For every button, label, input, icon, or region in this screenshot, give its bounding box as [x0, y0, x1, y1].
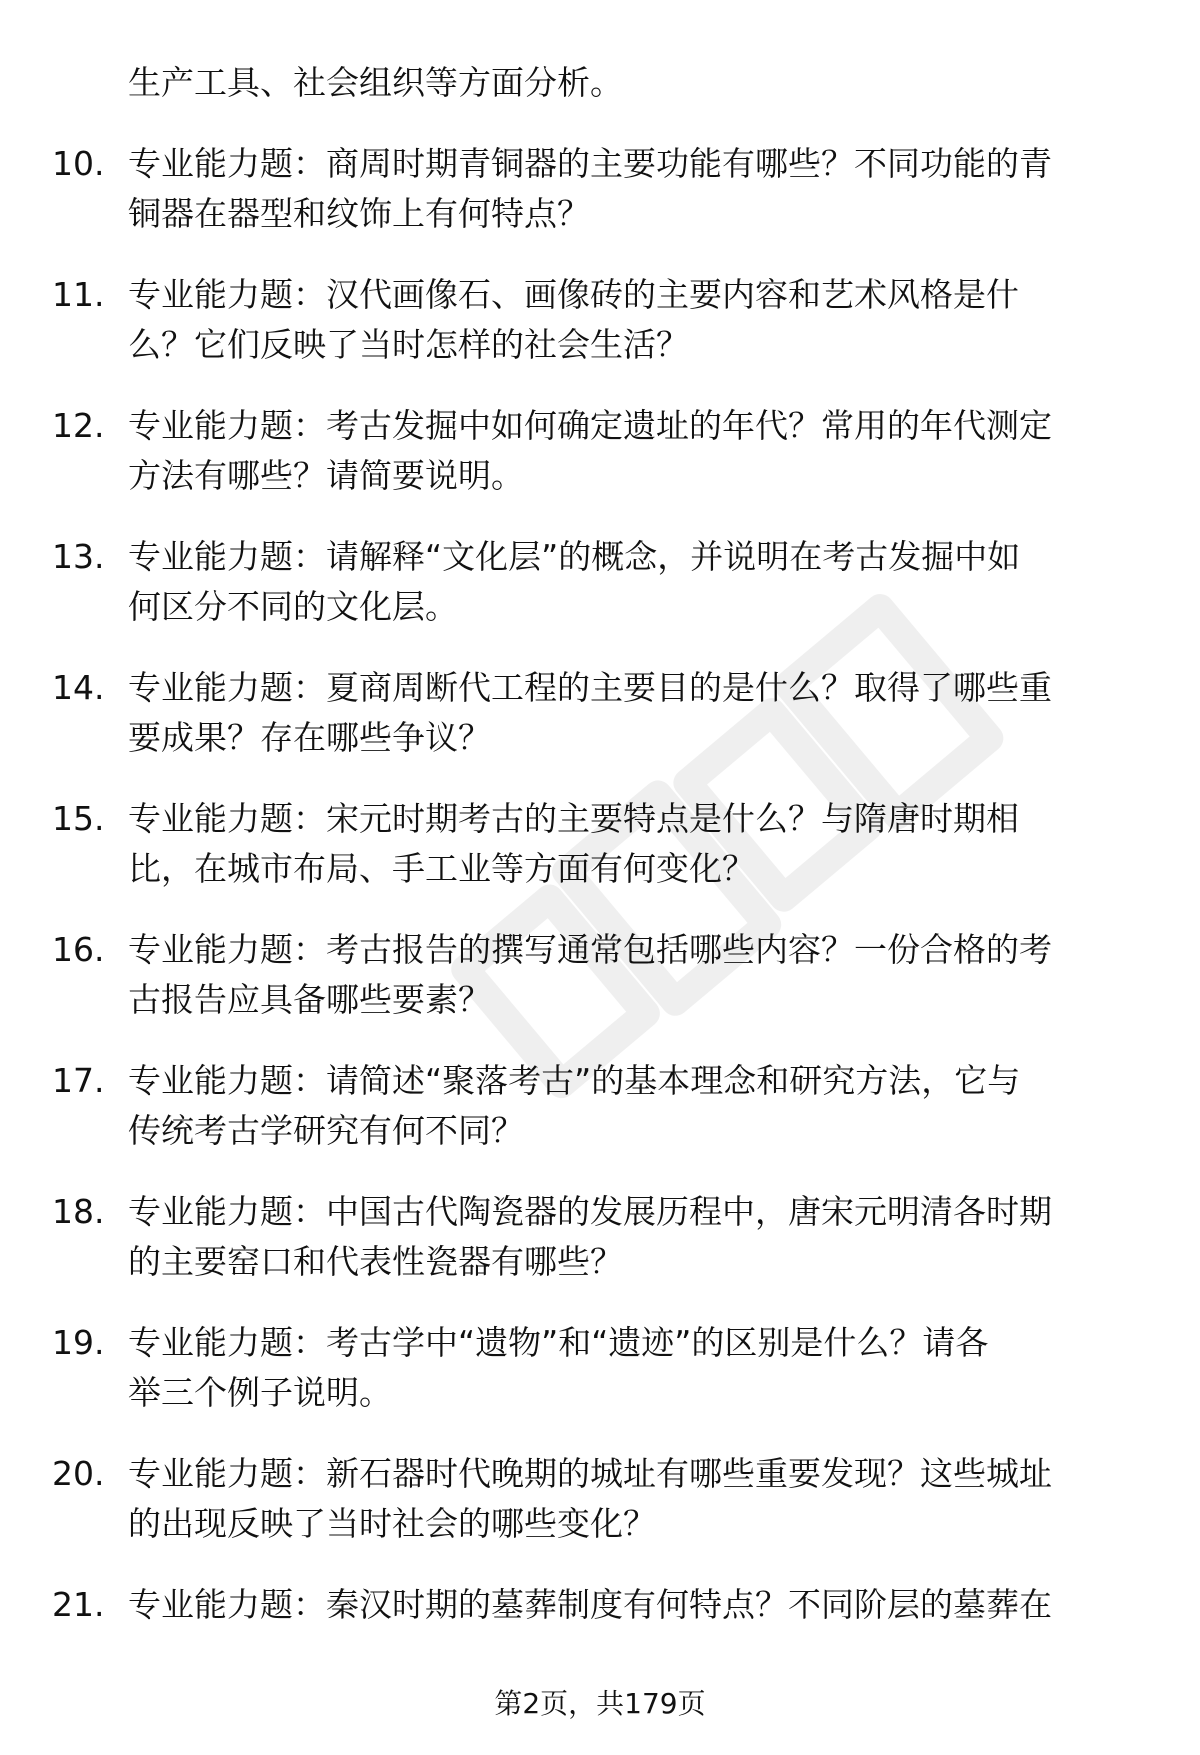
question-text-line: 专业能力题：考古报告的撰写通常包括哪些内容？一份合格的考: [128, 930, 1052, 969]
question-text-line: 的主要窑口和代表性瓷器有哪些？: [128, 1242, 623, 1281]
question-text-line: 举三个例子说明。: [128, 1373, 392, 1412]
question-item: [0, 401, 1200, 532]
question-number: 12.: [52, 406, 105, 445]
question-text-line: 专业能力题：夏商周断代工程的主要目的是什么？取得了哪些重: [128, 668, 1052, 707]
question-number: 18.: [52, 1192, 105, 1231]
question-text-line: 么？它们反映了当时怎样的社会生活？: [128, 325, 689, 364]
question-text-line: 的出现反映了当时社会的哪些变化？: [128, 1504, 656, 1543]
question-text-line: 专业能力题：商周时期青铜器的主要功能有哪些？不同功能的青: [128, 144, 1052, 183]
question-number: 11.: [52, 275, 105, 314]
question-text-line: 专业能力题：宋元时期考古的主要特点是什么？与隋唐时期相: [128, 799, 1019, 838]
question-item: [0, 1318, 1200, 1449]
question-text-line: 方法有哪些？请简要说明。: [128, 456, 524, 495]
question-text-line: 专业能力题：考古学中“遗物”和“遗迹”的区别是什么？请各: [128, 1323, 989, 1362]
question-item: [0, 794, 1200, 925]
question-text-line: 要成果？存在哪些争议？: [128, 718, 491, 757]
question-item: [0, 270, 1200, 401]
question-text-line: 专业能力题：请解释“文化层”的概念，并说明在考古发掘中如: [128, 537, 1021, 576]
question-item: [0, 1056, 1200, 1187]
question-item: [0, 1187, 1200, 1318]
question-list: [0, 139, 1200, 1711]
question-number: 16.: [52, 930, 105, 969]
question-number: 20.: [52, 1454, 105, 1493]
page-footer: 第2页，共179页: [494, 1687, 706, 1720]
question-number: 19.: [52, 1323, 105, 1362]
question-number: 17.: [52, 1061, 105, 1100]
question-item: [0, 925, 1200, 1056]
question-text-line: 古报告应具备哪些要素？: [128, 980, 491, 1019]
continuation-line: 生产工具、社会组织等方面分析。: [128, 63, 623, 102]
question-number: 15.: [52, 799, 105, 838]
question-item: [0, 139, 1200, 270]
question-item: [0, 532, 1200, 663]
question-item: [0, 1449, 1200, 1580]
question-text-line: 专业能力题：秦汉时期的墓葬制度有何特点？不同阶层的墓葬在: [128, 1585, 1052, 1624]
question-text-line: 专业能力题：新石器时代晚期的城址有哪些重要发现？这些城址: [128, 1454, 1052, 1493]
question-text-line: 专业能力题：考古发掘中如何确定遗址的年代？常用的年代测定: [128, 406, 1052, 445]
question-text-line: 专业能力题：汉代画像石、画像砖的主要内容和艺术风格是什: [128, 275, 1019, 314]
question-number: 10.: [52, 144, 105, 183]
question-number: 13.: [52, 537, 105, 576]
question-text-line: 专业能力题：请简述“聚落考古”的基本理念和研究方法，它与: [128, 1061, 1021, 1100]
question-number: 14.: [52, 668, 105, 707]
question-text-line: 专业能力题：中国古代陶瓷器的发展历程中，唐宋元明清各时期: [128, 1192, 1052, 1231]
question-number: 21.: [52, 1585, 105, 1624]
question-text-line: 传统考古学研究有何不同？: [128, 1111, 524, 1150]
question-text-line: 铜器在器型和纹饰上有何特点？: [128, 194, 590, 233]
question-text-line: 比，在城市布局、手工业等方面有何变化？: [128, 849, 755, 888]
question-item: [0, 663, 1200, 794]
question-text-line: 何区分不同的文化层。: [128, 587, 458, 626]
